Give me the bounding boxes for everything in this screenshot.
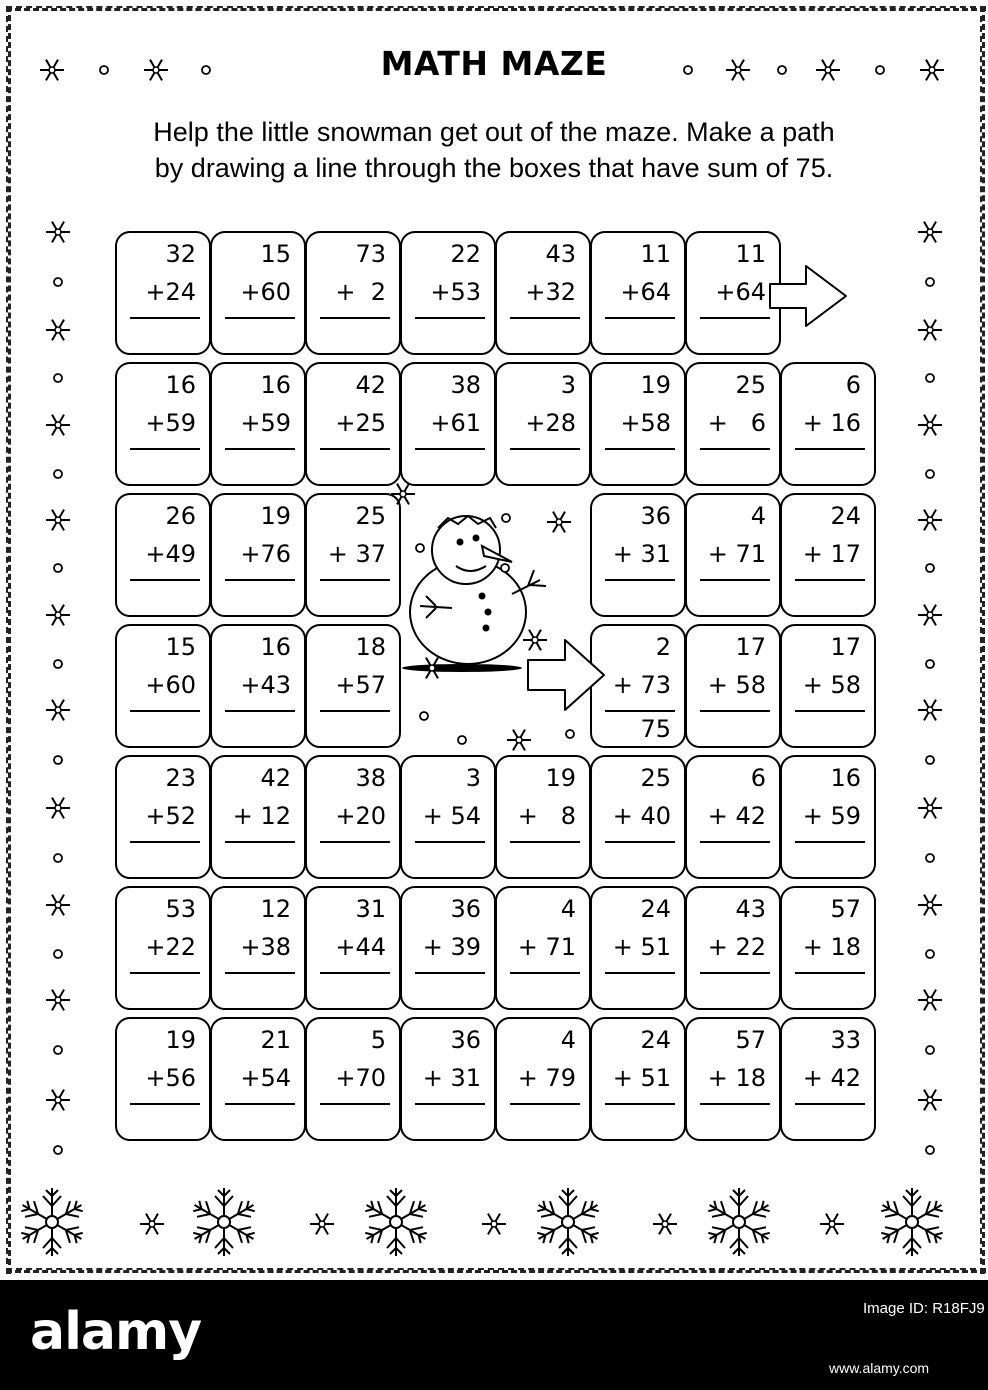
sum-line [795,448,865,450]
addend-top: 5 [370,1026,386,1054]
sum-line [510,317,580,319]
maze-cell[interactable] [401,232,495,354]
addend-bottom: + 42 [802,1064,861,1092]
dot-icon [54,1146,62,1154]
addend-bottom: +38 [240,933,291,961]
addend-bottom: +60 [145,671,196,699]
dot-icon [54,278,62,286]
maze-cell[interactable] [781,494,875,616]
addend-bottom: +28 [525,409,576,437]
maze-cell[interactable] [211,232,305,354]
dot-icon [926,950,934,958]
addend-bottom: +59 [240,409,291,437]
sum-line [130,710,200,712]
snowflake-icon [918,1090,942,1111]
addend-top: 4 [560,895,576,923]
dot-icon [926,564,934,572]
addend-bottom: +49 [145,540,196,568]
sum-line [605,972,675,974]
snowman-icon [402,516,546,672]
sum-line [795,1103,865,1105]
snowflake-icon [918,510,942,531]
dot-icon [54,564,62,572]
addend-top: 33 [830,1026,861,1054]
addend-top: 73 [355,240,386,268]
snowflake-icon [40,60,64,81]
dot-icon [501,564,509,572]
maze-cell[interactable] [686,756,780,878]
maze-cell[interactable] [306,756,400,878]
dot-icon [416,544,424,552]
sum-line [415,972,485,974]
maze-cell[interactable] [401,363,495,485]
maze-cell[interactable] [116,887,210,1009]
snowflake-icon [918,415,942,436]
sum-line [320,317,390,319]
sum-line [510,972,580,974]
addend-bottom: + 71 [707,540,766,568]
addend-bottom: +57 [335,671,386,699]
addend-bottom: + 58 [802,671,861,699]
maze-cell[interactable] [211,756,305,878]
snowflake-icon [46,895,70,916]
addend-top: 24 [640,895,671,923]
sum-line [510,1103,580,1105]
addend-bottom: + 17 [802,540,861,568]
sum-line [700,1103,770,1105]
addend-bottom: +58 [620,409,671,437]
dot-icon [100,66,108,74]
dot-icon [502,514,510,522]
addend-bottom: + 16 [802,409,861,437]
sum-line [605,841,675,843]
addend-top: 19 [545,764,576,792]
maze-cell[interactable] [116,232,210,354]
maze-cell[interactable] [686,232,780,354]
addend-top: 57 [830,895,861,923]
maze-cell[interactable] [116,756,210,878]
sum-line [605,579,675,581]
addend-bottom: +64 [715,278,766,306]
dot-icon [202,66,210,74]
sum-line [225,710,295,712]
addend-bottom: + 73 [612,671,671,699]
maze-cell[interactable] [116,625,210,747]
snowflake-icon [46,222,70,243]
addend-bottom: +61 [430,409,481,437]
addend-bottom: +64 [620,278,671,306]
maze-cell[interactable] [306,1018,400,1140]
addend-bottom: + 58 [707,671,766,699]
maze-cell[interactable] [116,363,210,485]
addend-bottom: + 18 [802,933,861,961]
sum-line [225,841,295,843]
addend-bottom: + 8 [517,802,576,830]
dot-icon [54,374,62,382]
maze-cell[interactable] [781,363,875,485]
maze-cell[interactable] [496,232,590,354]
maze-cell[interactable] [781,1018,875,1140]
sum-line [130,579,200,581]
dot-icon [926,470,934,478]
sum-line [320,448,390,450]
sum-line [700,448,770,450]
maze-cell[interactable] [401,1018,495,1140]
addend-bottom: + 2 [335,278,386,306]
maze-cell[interactable] [211,494,305,616]
snowflake-icon [482,1214,506,1235]
addend-bottom: + 51 [612,1064,671,1092]
snowflake-icon [918,990,942,1011]
snowflake-icon [820,1214,844,1235]
addend-bottom: +52 [145,802,196,830]
addend-bottom: +60 [240,278,291,306]
addend-top: 15 [260,240,291,268]
sum-line [130,972,200,974]
dot-icon [54,660,62,668]
dot-icon [54,756,62,764]
addend-bottom: + 6 [707,409,766,437]
sum-line [605,1103,675,1105]
addend-top: 31 [355,895,386,923]
maze-cell[interactable] [686,494,780,616]
maze-cell[interactable] [591,363,685,485]
addend-bottom: + 40 [612,802,671,830]
dot-icon [54,854,62,862]
addend-bottom: +25 [335,409,386,437]
maze-cell[interactable] [496,363,590,485]
maze-cell[interactable] [211,625,305,747]
dot-icon [54,950,62,958]
addend-top: 17 [830,633,861,661]
addend-top: 16 [260,633,291,661]
large-snowflake-icon [18,1188,86,1256]
maze-cell[interactable] [211,363,305,485]
maze-cell[interactable] [496,1018,590,1140]
addend-top: 4 [560,1026,576,1054]
maze-cell[interactable] [686,363,780,485]
maze-cell[interactable] [591,1018,685,1140]
addend-top: 19 [640,371,671,399]
snowflake-icon [140,1214,164,1235]
dot-icon [926,374,934,382]
addend-bottom: + 31 [612,540,671,568]
dot-icon [926,1046,934,1054]
sum-line [605,448,675,450]
snowflake-icon [420,658,444,679]
maze-cell[interactable] [401,887,495,1009]
sum-line [320,972,390,974]
addend-bottom: + 51 [612,933,671,961]
snowflake-icon [918,320,942,341]
maze-cell[interactable] [306,363,400,485]
dot-icon [926,854,934,862]
addend-bottom: + 18 [707,1064,766,1092]
addend-top: 17 [735,633,766,661]
maze-cell[interactable] [496,756,590,878]
dot-icon [684,66,692,74]
addend-top: 36 [640,502,671,530]
maze-cell[interactable] [496,887,590,1009]
page-title: MATH MAZE [380,44,608,83]
maze-cell[interactable] [781,625,875,747]
brand-logo: alamy [30,1302,202,1362]
addend-top: 43 [735,895,766,923]
snowflake-icon [918,700,942,721]
snowflake-icon [46,700,70,721]
sum-line [700,972,770,974]
addend-bottom: +32 [525,278,576,306]
addend-top: 15 [165,633,196,661]
addend-bottom: + 59 [802,802,861,830]
sum-line [320,1103,390,1105]
site-url: www.alamy.com [829,1360,930,1376]
maze-cell[interactable] [591,887,685,1009]
addend-top: 25 [735,371,766,399]
addend-top: 42 [355,371,386,399]
addend-top: 43 [545,240,576,268]
addend-bottom: + 79 [517,1064,576,1092]
addend-top: 3 [560,371,576,399]
addend-bottom: + 39 [422,933,481,961]
addend-top: 22 [450,240,481,268]
addend-bottom: +22 [145,933,196,961]
sum-line [320,841,390,843]
maze-cell[interactable] [781,887,875,1009]
sum-line [415,1103,485,1105]
addend-top: 18 [355,633,386,661]
addend-top: 26 [165,502,196,530]
dot-icon [458,736,466,744]
maze-cell[interactable] [116,494,210,616]
sum-line [130,317,200,319]
maze-cell[interactable] [306,494,400,616]
addend-top: 19 [260,502,291,530]
image-id-label: Image ID: R18FJ9 [863,1300,985,1317]
dot-icon [778,66,786,74]
snowflake-icon [816,60,840,81]
addend-bottom: +53 [430,278,481,306]
sum-line [415,317,485,319]
sum-line [605,710,675,712]
large-snowflake-icon [878,1188,946,1256]
example-answer: 75 [640,715,671,743]
sum-line [510,448,580,450]
addend-bottom: + 71 [517,933,576,961]
sum-line [700,710,770,712]
sum-line [225,972,295,974]
addend-bottom: +44 [335,933,386,961]
dot-icon [420,712,428,720]
addend-top: 25 [640,764,671,792]
sum-line [605,317,675,319]
snowflake-icon [144,60,168,81]
addend-bottom: + 42 [707,802,766,830]
addend-bottom: + 12 [232,802,291,830]
maze-cell[interactable] [686,1018,780,1140]
snowflake-icon [726,60,750,81]
maze-cell[interactable] [686,625,780,747]
addend-top: 12 [260,895,291,923]
addend-top: 25 [355,502,386,530]
maze-cell[interactable] [591,625,685,747]
addend-bottom: +70 [335,1064,386,1092]
snowflake-icon [507,730,531,751]
large-snowflake-icon [190,1188,258,1256]
addend-bottom: +43 [240,671,291,699]
addend-top: 4 [750,502,766,530]
sum-line [415,448,485,450]
maze-cell[interactable] [781,756,875,878]
maze-cell[interactable] [306,887,400,1009]
addend-top: 6 [750,764,766,792]
addend-bottom: + 22 [707,933,766,961]
maze-cell[interactable] [306,232,400,354]
maze-cell[interactable] [591,232,685,354]
snowflake-icon [310,1214,334,1235]
addend-bottom: +76 [240,540,291,568]
addend-bottom: +56 [145,1064,196,1092]
maze-cell[interactable] [116,1018,210,1140]
addend-top: 19 [165,1026,196,1054]
sum-line [700,579,770,581]
addend-top: 16 [830,764,861,792]
snowflake-icon [918,605,942,626]
addend-top: 38 [355,764,386,792]
large-snowflake-icon [362,1188,430,1256]
addend-top: 3 [465,764,481,792]
snowflake-icon [918,798,942,819]
sum-line [225,579,295,581]
maze-cell[interactable] [211,887,305,1009]
sum-line [795,579,865,581]
dot-icon [876,66,884,74]
maze-cell[interactable] [686,887,780,1009]
maze-cell[interactable] [591,494,685,616]
maze-cell[interactable] [401,756,495,878]
sum-line [795,972,865,974]
sum-line [415,841,485,843]
sum-line [130,841,200,843]
addend-top: 11 [735,240,766,268]
addend-top: 2 [655,633,671,661]
large-snowflake-icon [705,1188,773,1256]
dot-icon [926,660,934,668]
snowflake-icon [46,510,70,531]
maze-cell[interactable] [306,625,400,747]
exit-arrow-right-icon [770,266,846,326]
sum-line [700,841,770,843]
sum-line [795,841,865,843]
addend-bottom: +54 [240,1064,291,1092]
large-snowflake-icon [534,1188,602,1256]
dot-icon [566,730,574,738]
addend-bottom: + 37 [327,540,386,568]
snowflake-icon [46,798,70,819]
snowflake-icon [46,415,70,436]
addend-bottom: +24 [145,278,196,306]
addend-top: 53 [165,895,196,923]
snowflake-icon [918,895,942,916]
snowflake-icon [46,990,70,1011]
addend-top: 36 [450,895,481,923]
addend-top: 21 [260,1026,291,1054]
addend-top: 16 [165,371,196,399]
addend-bottom: +20 [335,802,386,830]
snowflake-icon [547,512,571,533]
dot-icon [926,278,934,286]
addend-top: 6 [845,371,861,399]
snowflake-icon [653,1214,677,1235]
sum-line [225,1103,295,1105]
dot-icon [54,1046,62,1054]
dot-icon [54,470,62,478]
addend-top: 42 [260,764,291,792]
snowflake-icon [46,1090,70,1111]
snowflake-icon [46,605,70,626]
dot-icon [926,756,934,764]
snowflake-icon [523,630,547,651]
instructions-line-2: by drawing a line through the boxes that have sum of 75. [154,153,834,183]
sum-line [320,710,390,712]
sum-line [130,448,200,450]
addend-top: 32 [165,240,196,268]
addend-bottom: +59 [145,409,196,437]
addend-top: 36 [450,1026,481,1054]
addend-top: 23 [165,764,196,792]
sum-line [130,1103,200,1105]
maze-cell[interactable] [591,756,685,878]
addend-top: 24 [830,502,861,530]
sum-line [225,448,295,450]
addend-top: 38 [450,371,481,399]
addend-top: 16 [260,371,291,399]
sum-line [700,317,770,319]
snowflake-icon [46,320,70,341]
snowflake-icon [920,60,944,81]
addend-top: 57 [735,1026,766,1054]
dot-icon [926,1146,934,1154]
addend-bottom: + 54 [422,802,481,830]
sum-line [510,841,580,843]
sum-line [320,579,390,581]
snowflake-icon [918,222,942,243]
maze-cell[interactable] [211,1018,305,1140]
addend-top: 11 [640,240,671,268]
instructions-line-1: Help the little snowman get out of the maze. Make a path [153,117,835,147]
sum-line [225,317,295,319]
addend-top: 24 [640,1026,671,1054]
addend-bottom: + 31 [422,1064,481,1092]
sum-line [795,710,865,712]
